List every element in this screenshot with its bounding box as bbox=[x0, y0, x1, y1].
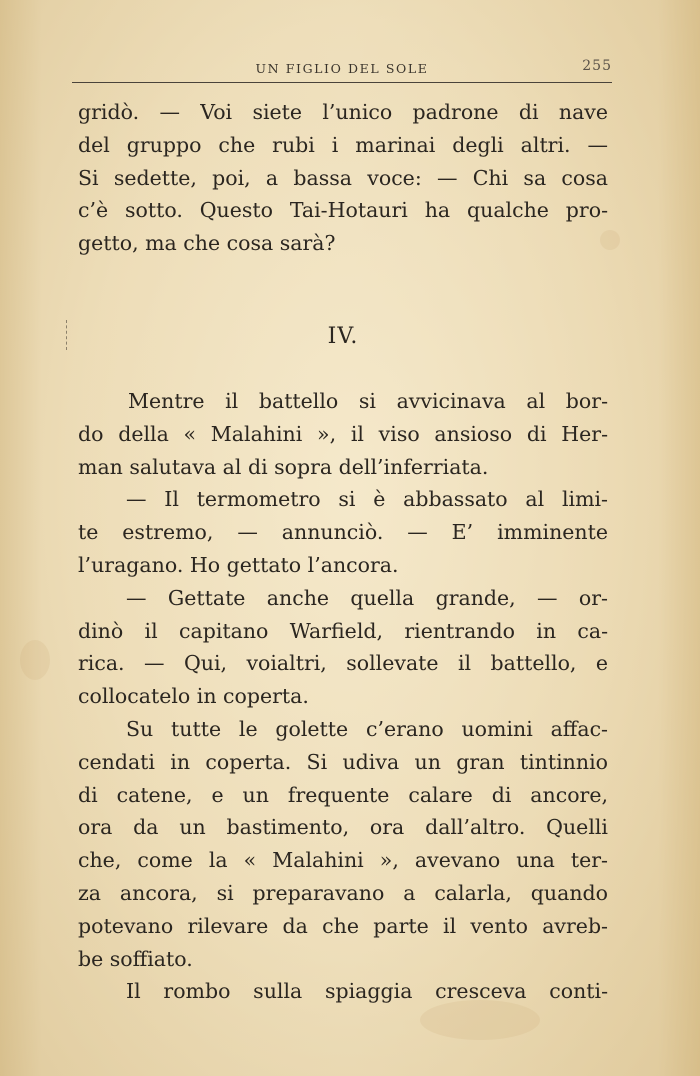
paper-stain bbox=[20, 640, 50, 680]
page-number: 255 bbox=[582, 58, 612, 74]
text-line: za ancora, si preparavano a calarla, quando bbox=[78, 880, 608, 905]
header-rule bbox=[72, 82, 612, 83]
text-line: Il rombo sulla spiaggia cresceva conti- bbox=[126, 979, 608, 1004]
text-line: getto, ma che cosa sarà? bbox=[78, 231, 336, 256]
text-line: cendati in coperta. Si udiva un gran tintinnio bbox=[78, 749, 608, 774]
text-line: di catene, e un frequente calare di ancore, bbox=[78, 782, 608, 807]
text-line: rica. — Qui, voialtri, sollevate il battello, e bbox=[78, 651, 608, 676]
text-line: do della « Malahini », il viso ansioso di Her- bbox=[78, 421, 608, 446]
text-line: — Il termometro si è abbassato al limi- bbox=[126, 487, 608, 512]
text-line: potevano rilevare da che parte il vento avreb- bbox=[78, 913, 608, 938]
text-line: man salutava al di sopra dell’inferriata. bbox=[78, 454, 489, 479]
text-line: del gruppo che rubi i marinai degli altri. — bbox=[78, 132, 608, 157]
chapter-body bbox=[78, 385, 608, 1008]
text-line: — Gettate anche quella grande, — or- bbox=[126, 585, 608, 610]
text-line: che, come la « Malahini », avevano una ter- bbox=[78, 848, 608, 873]
running-title: UN FIGLIO DEL SOLE bbox=[255, 61, 429, 76]
text-line: dinò il capitano Warfield, rientrando in ca- bbox=[78, 618, 608, 643]
text-line: be soffiato. bbox=[78, 946, 193, 971]
text-line: c’è sotto. Questo Tai-Hotauri ha qualche pro- bbox=[78, 198, 608, 223]
text-line: te estremo, — annunciò. — E’ imminente bbox=[78, 520, 608, 545]
text-line: l’uragano. Ho gettato l’ancora. bbox=[78, 552, 399, 577]
text-line: Mentre il battello si avvicinava al bor- bbox=[128, 389, 608, 413]
text-line: gridò. — Voi siete l’unico padrone di nave bbox=[78, 100, 608, 124]
top-paragraph bbox=[78, 96, 608, 260]
page-header bbox=[72, 58, 612, 82]
text-line: collocatelo in coperta. bbox=[78, 684, 309, 709]
chapter-heading: IV. bbox=[327, 324, 359, 349]
text-line: Si sedette, poi, a bassa voce: — Chi sa cosa bbox=[78, 165, 608, 190]
text-line: ora da un bastimento, ora dall’altro. Quelli bbox=[78, 815, 608, 840]
text-line: Su tutte le golette c’erano uomini affac- bbox=[126, 716, 608, 741]
